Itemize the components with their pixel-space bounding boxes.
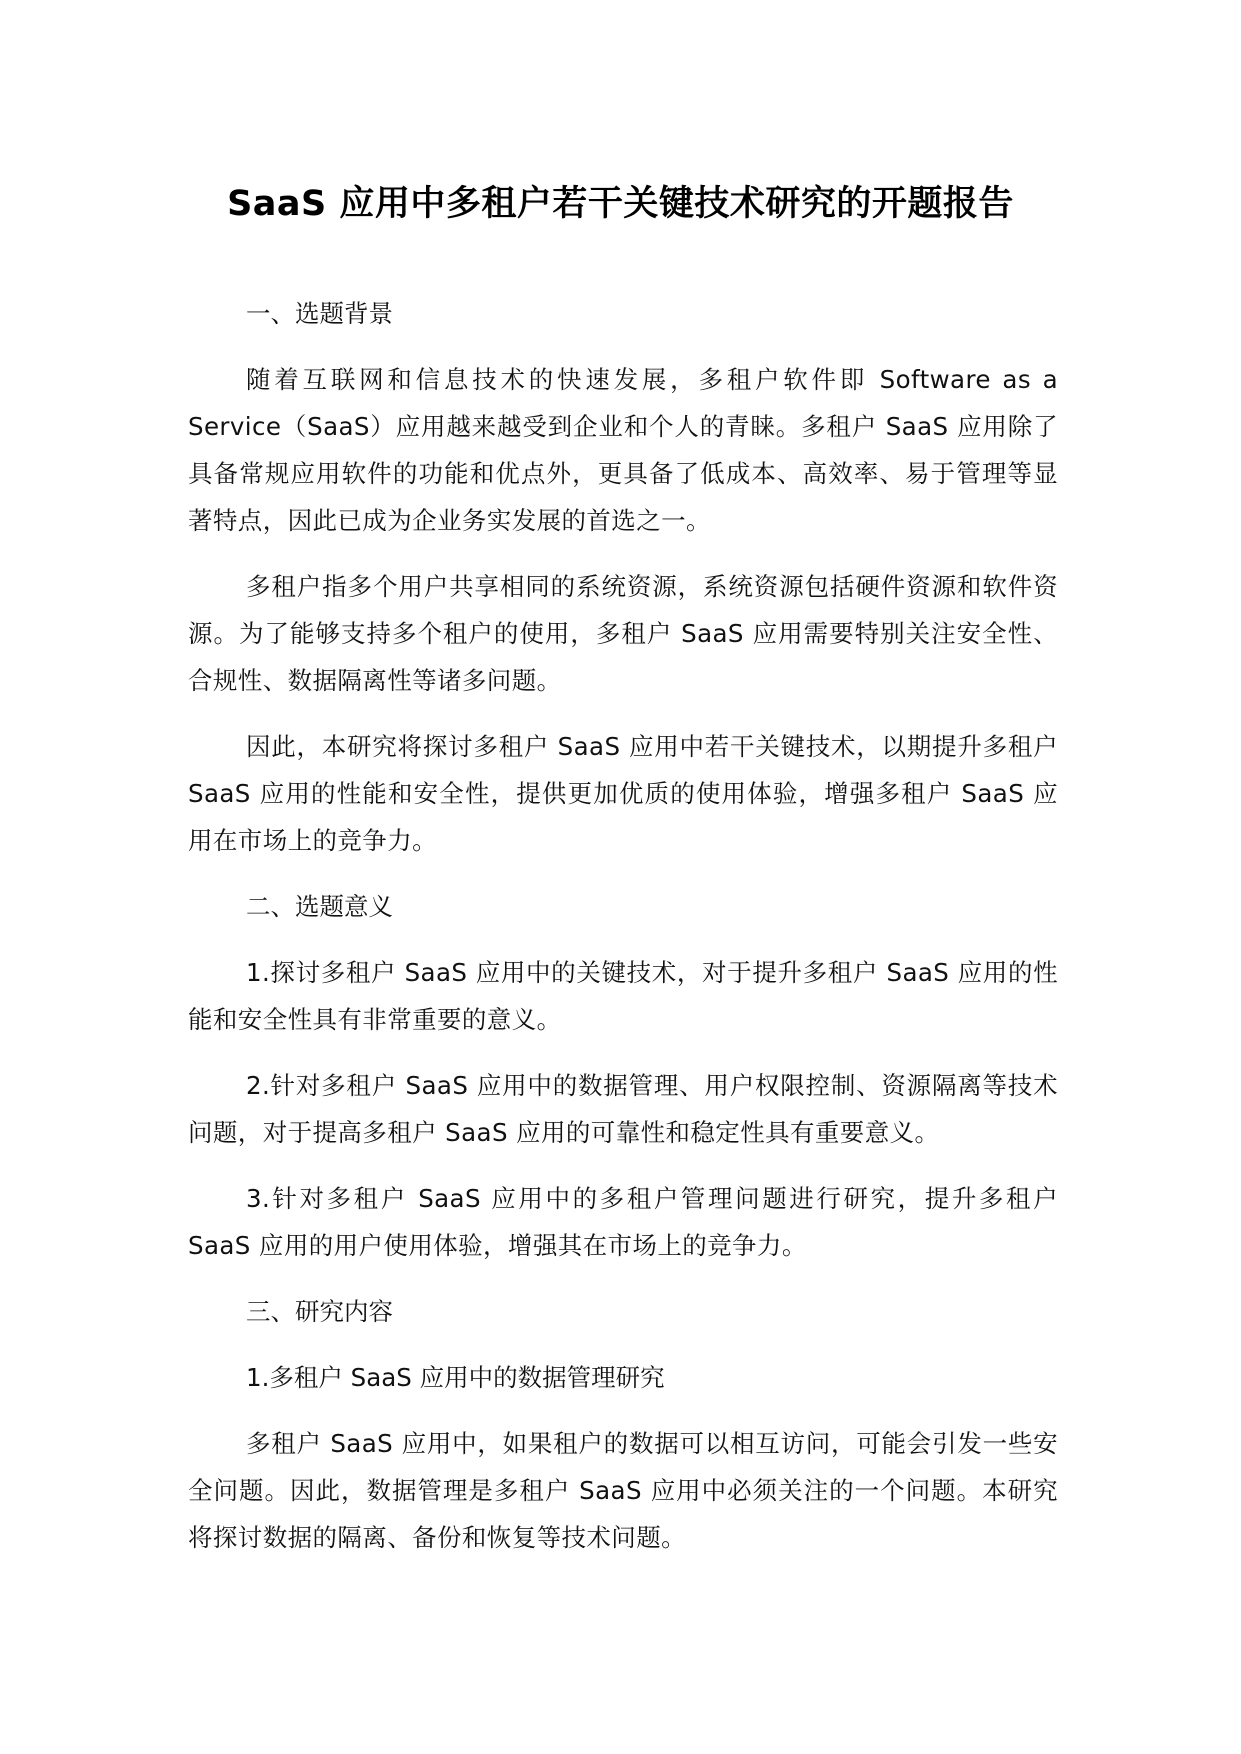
paragraph: 因此，本研究将探讨多租户 SaaS 应用中若干关键技术，以期提升多租户 SaaS 应用的性能和安全性，提供更加优质的使用体验，增强多租户 SaaS 应用在市场上的竞争力。 bbox=[188, 732, 1058, 855]
paragraph: 1.探讨多租户 SaaS 应用中的关键技术，对于提升多租户 SaaS 应用的性能和安全性具有非常重要的意义。 bbox=[188, 958, 1058, 1034]
paragraph: 2.针对多租户 SaaS 应用中的数据管理、用户权限控制、资源隔离等技术问题，对于提高多租户 SaaS 应用的可靠性和稳定性具有重要意义。 bbox=[188, 1071, 1058, 1147]
section-heading-background: 一、选题背景 bbox=[246, 299, 393, 328]
section-heading-content: 三、研究内容 bbox=[246, 1297, 393, 1326]
paragraph: 多租户 SaaS 应用中，如果租户的数据可以相互访问，可能会引发一些安全问题。因此，数据管理是多租户 SaaS 应用中必须关注的一个问题。本研究将探讨数据的隔离、备份和恢复等技术问题。 bbox=[188, 1429, 1058, 1552]
document-body bbox=[188, 290, 1058, 1580]
subsection-heading-data-management: 1.多租户 SaaS 应用中的数据管理研究 bbox=[246, 1363, 665, 1392]
section-heading-significance: 二、选题意义 bbox=[246, 892, 393, 921]
document-title: SaaS 应用中多租户若干关键技术研究的开题报告 bbox=[227, 184, 1014, 224]
paragraph: 多租户指多个用户共享相同的系统资源，系统资源包括硬件资源和软件资源。为了能够支持多个租户的使用，多租户 SaaS 应用需要特别关注安全性、合规性、数据隔离性等诸多问题。 bbox=[188, 572, 1058, 695]
paragraph: 随着互联网和信息技术的快速发展，多租户软件即 Software as a Service（SaaS）应用越来越受到企业和个人的青睐。多租户 SaaS 应用除了具备常规应用软件的功能和优点外，更具备了低成本、高效率、易于管理等显著特点，因此已成为企业务实发展的首选之一。 bbox=[188, 365, 1058, 535]
paragraph: 3.针对多租户 SaaS 应用中的多租户管理问题进行研究，提升多租户 SaaS 应用的用户使用体验，增强其在市场上的竞争力。 bbox=[188, 1184, 1058, 1260]
